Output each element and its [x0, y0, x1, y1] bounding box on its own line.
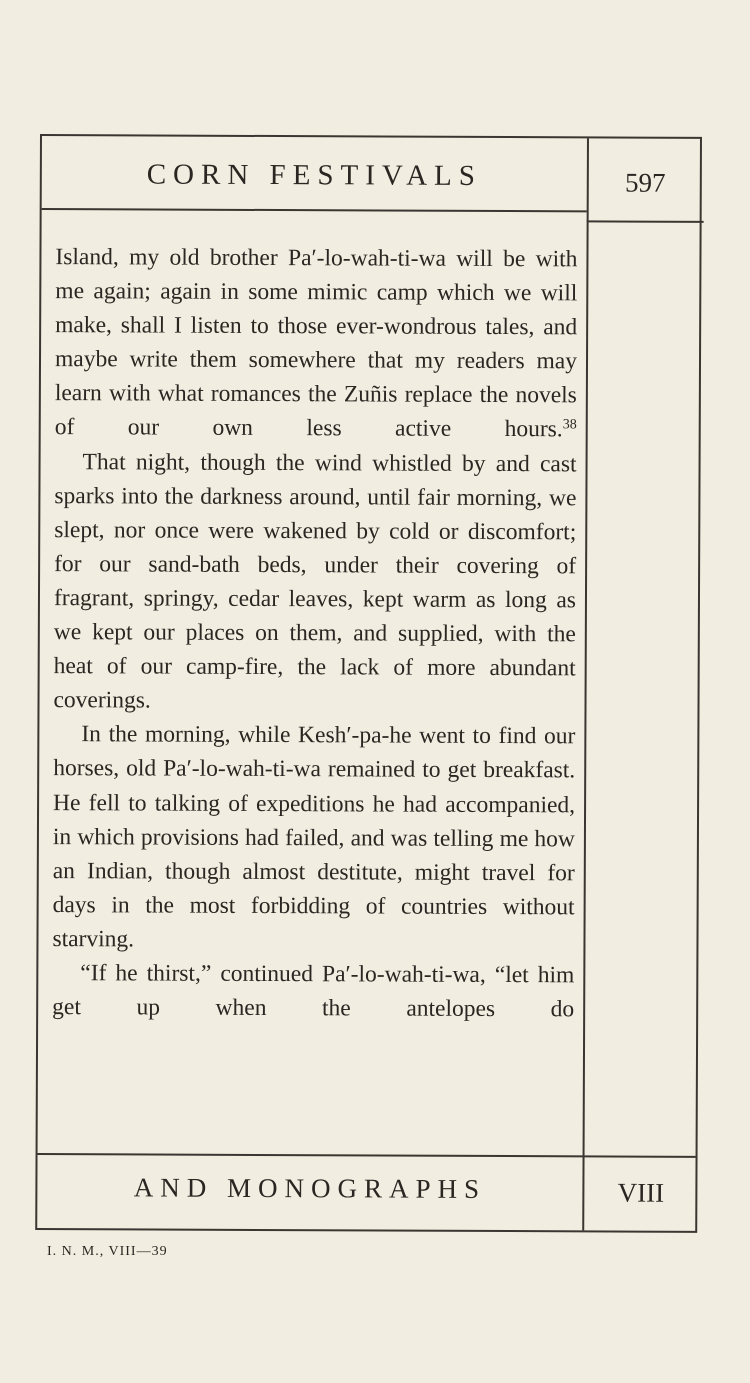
running-foot: AND MONOGRAPHS — [133, 1172, 487, 1204]
footer-rule — [38, 1153, 696, 1158]
paragraph: In the morning, while Kesh′-pa-he went to find our horses, old Pa′-lo-wah-ti-wa remained to get breakfast. He fell to talking of expeditions he had accompanied, in which provisions had failed, and was telling me how an Indian, though almost destitute, might travel for days in the most forbidding of countries without starving. — [52, 721, 576, 953]
volume-number: VIII — [617, 1177, 665, 1208]
body-text — [52, 240, 577, 1026]
column-rule — [582, 138, 589, 1230]
footnote-ref: 38 — [562, 417, 577, 433]
page-frame — [35, 134, 702, 1233]
page-number: 597 — [624, 167, 666, 198]
paragraph — [55, 240, 578, 447]
header-rule-right — [587, 220, 704, 223]
paragraph: “If he thirst,” continued Pa′-lo-wah-ti-wa, “let him get up when the antelopes do — [52, 960, 575, 1023]
paragraph: That night, though the wind whistled by and cast sparks into the darkness around, until fair morning, we slept, nor once were wakened by cold or discomfort; for our sand-bath beds, under their covering of fragrant, springy, cedar leaves, kept warm as long as we kept our places on them, and supplied, with the heat of our camp-fire, the lack of more abundant coverings. — [53, 448, 577, 714]
signature-mark: I. N. M., VIII—39 — [47, 1244, 168, 1259]
paragraph-text: Island, my old brother Pa′-lo-wah-ti-wa will be with me again; again in some mimic camp which we will make, shall I listen to those ever-wondrous tales, and maybe write them somewhere that my readers may learn with what romances the Zuñis replace the novels of our own less active hours. — [54, 244, 578, 443]
running-head: CORN FESTIVALS — [146, 158, 482, 192]
header-rule — [42, 208, 587, 212]
